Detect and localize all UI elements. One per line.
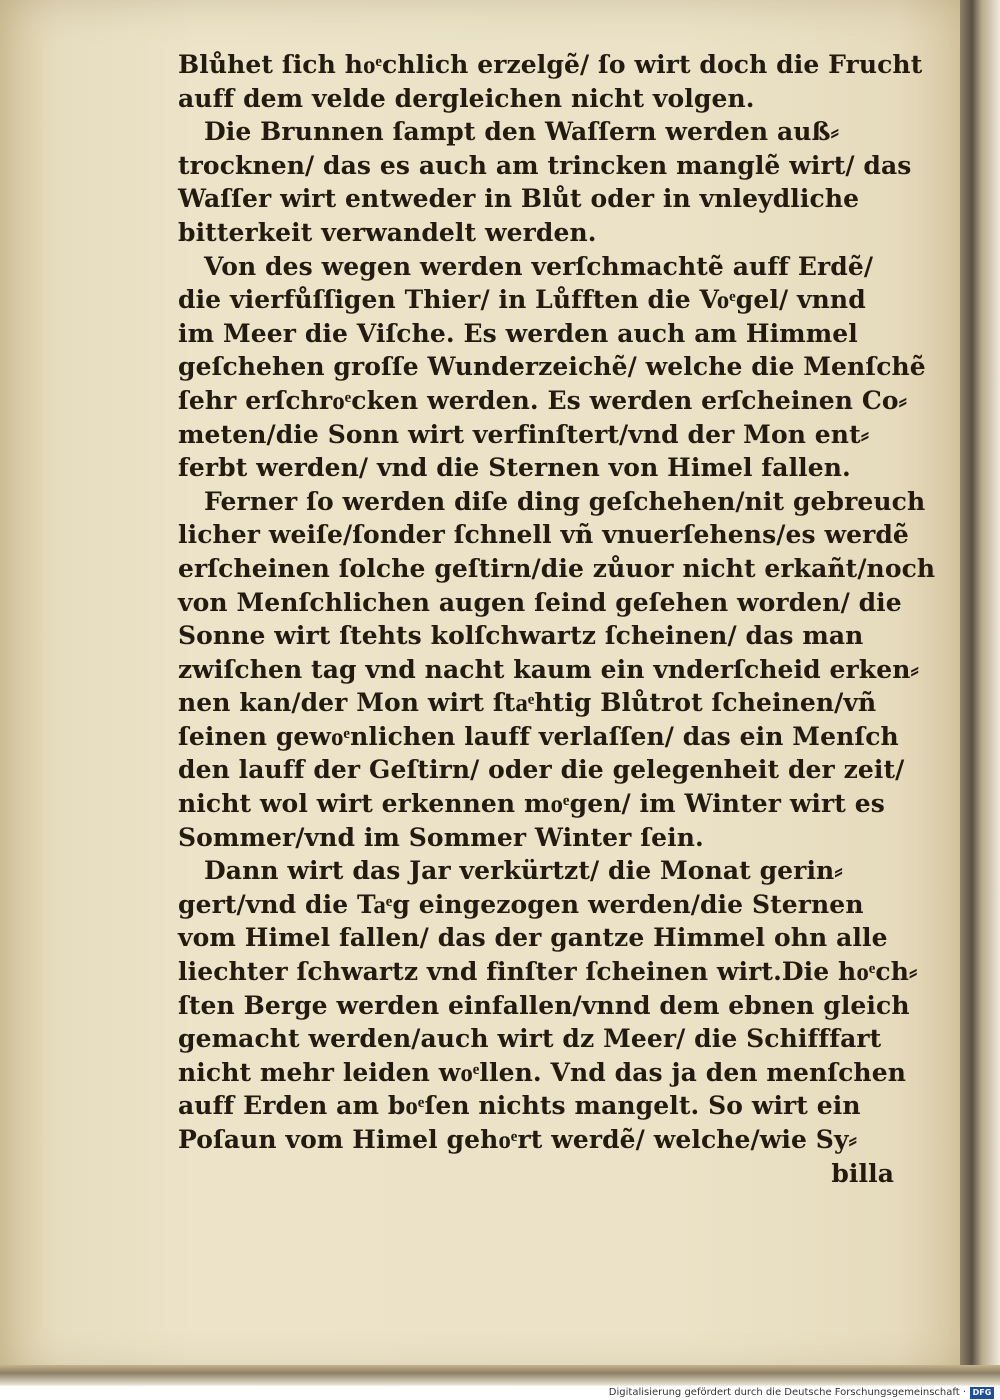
text-line: ſeinen gewoͤnlichen lauff verlaſſen/ das ein Menſch (178, 721, 899, 751)
text-line: von Menſchlichen augen ſeind geſehen worden/ die (178, 587, 902, 617)
funding-credit: Digitalisierung gefördert durch die Deutsche Forschungsgemeinschaft · (608, 1387, 966, 1398)
text-line: geſchehen groſſe Wunderzeichẽ/ welche die Menſchẽ (178, 352, 926, 382)
text-line: Sommer/vnd im Sommer Winter ſein. (178, 822, 704, 852)
text-line: Sonne wirt ſtehts kolſchwartz ſcheinen/ das man (178, 621, 864, 651)
book-edge-right (960, 0, 1000, 1380)
text-line: Die Brunnen ſampt den Waſſern werden auß⸗ (204, 117, 840, 147)
text-line: Von des wegen werden verſchmachtẽ auff Erdẽ/ (204, 251, 874, 281)
text-line: ferbt werden/ vnd die Sternen von Himel fallen. (178, 453, 851, 483)
text-line: die vierfůſſigen Thier/ in Lůfften die Voͤgel/ vnnd (178, 285, 866, 315)
text-line: auff Erden am boͤſen nichts mangelt. So wirt ein (178, 1091, 861, 1121)
text-line: nicht wol wirt erkennen moͤgen/ im Winter wirt es (178, 789, 885, 819)
text-line: bitterkeit verwandelt werden. (178, 217, 597, 247)
text-line: erſcheinen ſolche geſtirn/die zůuor nicht erkañt/noch (178, 553, 936, 583)
text-line: Waſſer wirt entweder in Blůt oder in vnleydliche (178, 184, 860, 214)
text-line: zwiſchen tag vnd nacht kaum ein vnderſcheid erken⸗ (178, 654, 919, 684)
book-edge-bottom (0, 1365, 1000, 1385)
text-line: gert/vnd die Taͤg eingezogen werden/die Sternen (178, 889, 864, 919)
text-line: meten/die Sonn wirt verfinſtert/vnd der Mon ent⸗ (178, 419, 870, 449)
dfg-logo-icon: DFG (970, 1387, 994, 1399)
text-line: licher weiſe/ſonder ſchnell vñ vnuerſehens/es werdẽ (178, 520, 909, 550)
page-text-block (178, 48, 936, 1190)
text-line: ſten Berge werden einfallen/vnnd dem ebnen gleich (178, 990, 910, 1020)
digitization-footer (0, 1386, 1000, 1400)
text-line: trocknen/ das es auch am trincken manglẽ wirt/ das (178, 150, 912, 180)
text-line: nicht mehr leiden woͤllen. Vnd das ja den menſchen (178, 1057, 906, 1087)
text-line: Blůhet ſich hoͤchlich erzelgẽ/ ſo wirt doch die Frucht (178, 50, 923, 79)
text-line: Poſaun vom Himel gehoͤrt werdẽ/ welche/wie Sy⸗ (178, 1125, 858, 1154)
text-line: gemacht werden/auch wirt dz Meer/ die Schifffart (178, 1024, 882, 1054)
text-line: auff dem velde dergleichen nicht volgen. (178, 83, 755, 113)
text-line: Dann wirt das Jar verkürtzt/ die Monat gerin⸗ (204, 856, 843, 886)
text-line: nen kan/der Mon wirt ſtaͤhtig Blůtrot ſcheinen/vñ (178, 688, 877, 718)
text-line: vom Himel fallen/ das der gantze Himmel ohn alle (178, 923, 888, 953)
text-line: liechter ſchwartz vnd finſter ſcheinen wirt.Die hoͤch⸗ (178, 957, 918, 987)
text-line: ſehr erſchroͤcken werden. Es werden erſcheinen Co⸗ (178, 385, 908, 415)
text-line: den lauff der Geſtirn/ oder die gelegenheit der zeit/ (178, 755, 905, 785)
text-line: Ferner ſo werden diſe ding geſchehen/nit gebreuch (204, 486, 926, 516)
text-line: im Meer die Viſche. Es werden auch am Himmel (178, 318, 858, 348)
catchword: billa (831, 1158, 894, 1188)
